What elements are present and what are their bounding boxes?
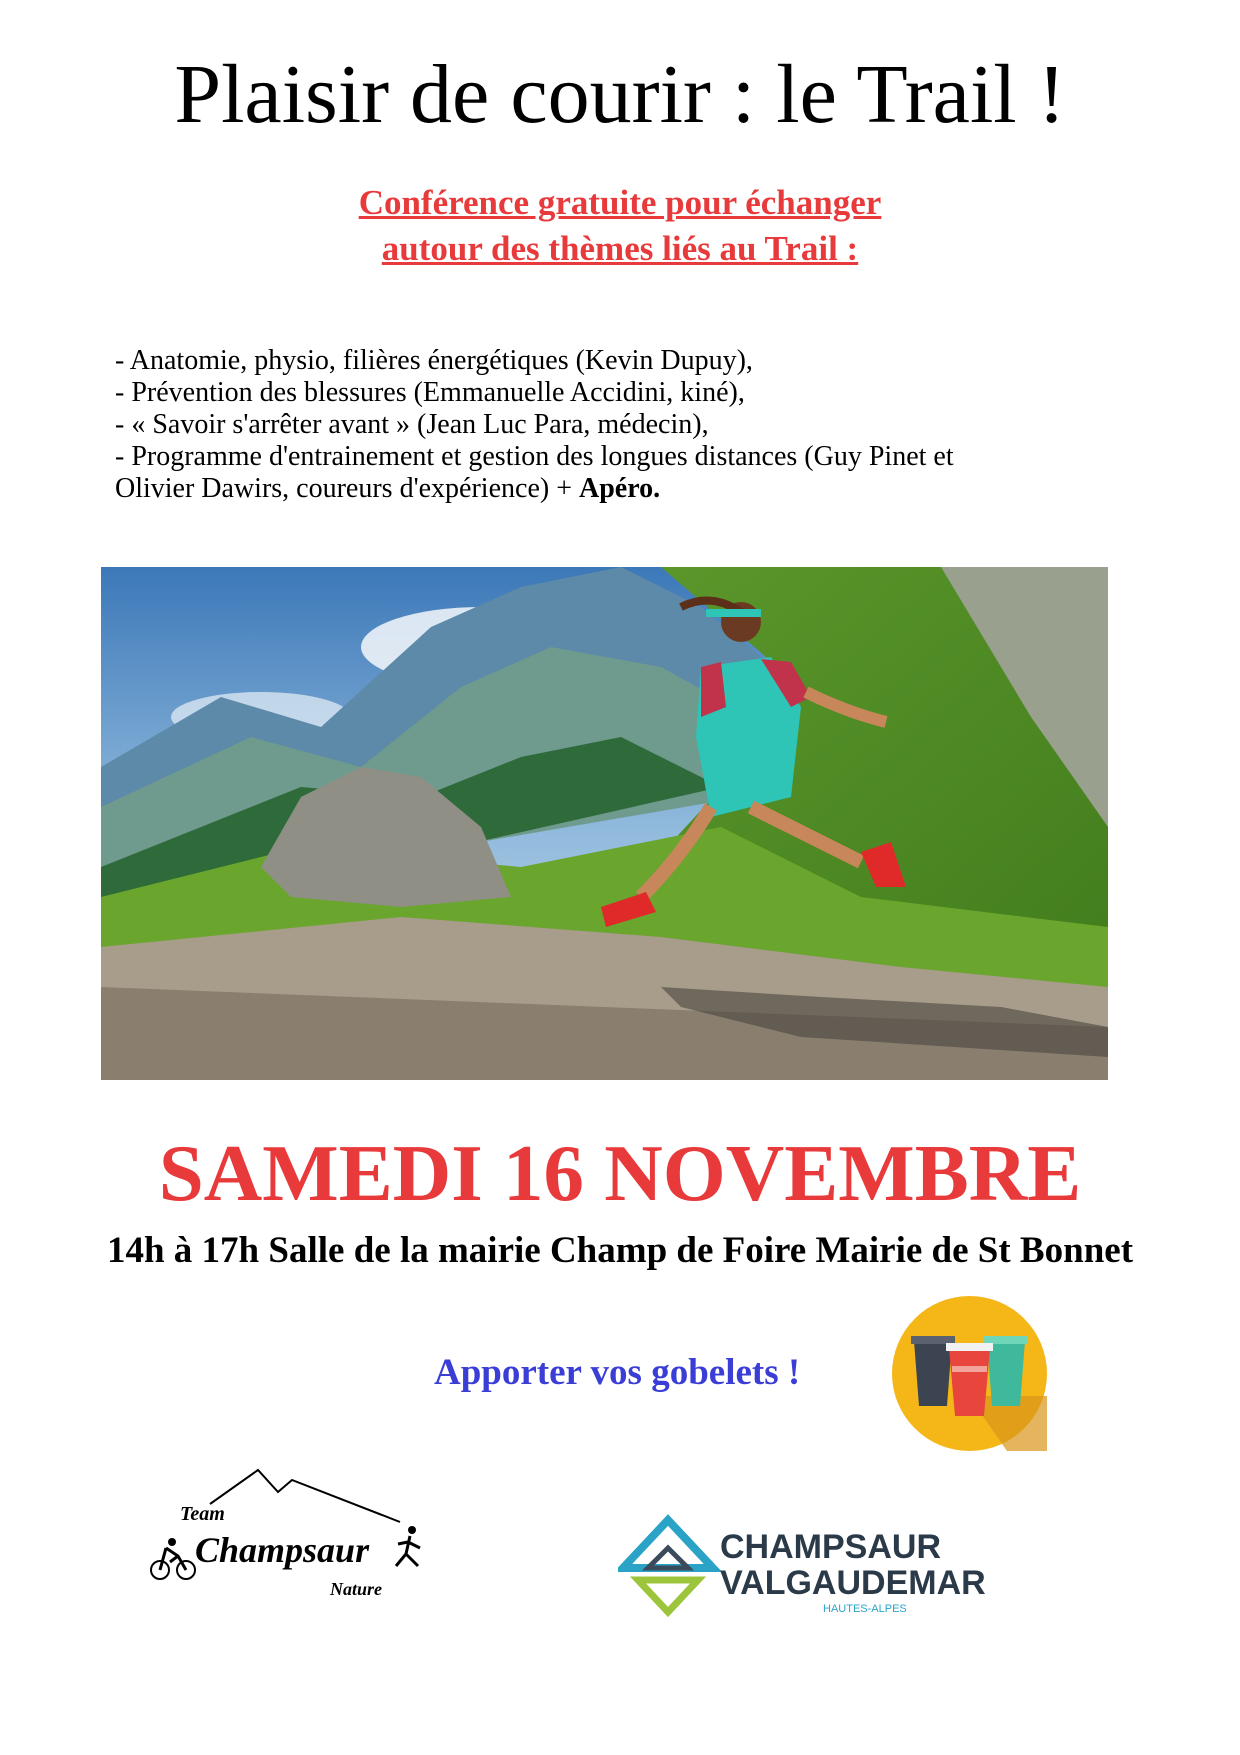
topic-item-text: Olivier Dawirs, coureurs d'expérience) + — [115, 473, 579, 504]
cups-icon — [892, 1296, 1047, 1451]
subtitle — [0, 180, 1240, 272]
subtitle-line-2: autour des thèmes liés au Trail : — [381, 229, 859, 268]
topic-item-continued — [115, 473, 1125, 505]
team-logo-bottom: Nature — [330, 1579, 383, 1599]
page-title: Plaisir de courir : le Trail ! — [174, 48, 1066, 141]
event-date: SAMEDI 16 NOVEMBRE — [158, 1128, 1082, 1218]
champsaur-valgaudemar-logo — [618, 1508, 998, 1623]
topic-item: - Anatomie, physio, filières énergétiques (Kevin Dupuy), — [115, 345, 753, 376]
team-logo-top: Team — [180, 1503, 225, 1525]
runner-icon — [396, 1526, 420, 1566]
team-champsaur-logo — [150, 1462, 440, 1612]
topic-item: - « Savoir s'arrêter avant » (Jean Luc Para, médecin), — [115, 409, 709, 440]
cv-logo-line2: VALGAUDEMAR — [720, 1564, 986, 1602]
topic-item: - Programme d'entrainement et gestion des longues distances (Guy Pinet et — [115, 441, 954, 472]
cyclist-icon — [151, 1538, 195, 1579]
cv-logo-line1: CHAMPSAUR — [720, 1528, 941, 1566]
team-logo-main: Champsaur — [195, 1530, 370, 1570]
topic-item: - Prévention des blessures (Emmanuelle Accidini, kiné), — [115, 377, 745, 408]
topics-list — [115, 345, 1125, 505]
event-venue: 14h à 17h Salle de la mairie Champ de Foire Mairie de St Bonnet — [106, 1230, 1134, 1271]
trail-runner-photo — [101, 567, 1108, 1080]
subtitle-line-1: Conférence gratuite pour échanger — [358, 183, 882, 222]
cv-logo-line3: HAUTES-ALPES — [823, 1603, 907, 1615]
apero-text: Apéro. — [578, 473, 661, 504]
cups-reminder: Apporter vos gobelets ! — [434, 1352, 801, 1393]
mountain-logo-icon — [210, 1470, 400, 1522]
